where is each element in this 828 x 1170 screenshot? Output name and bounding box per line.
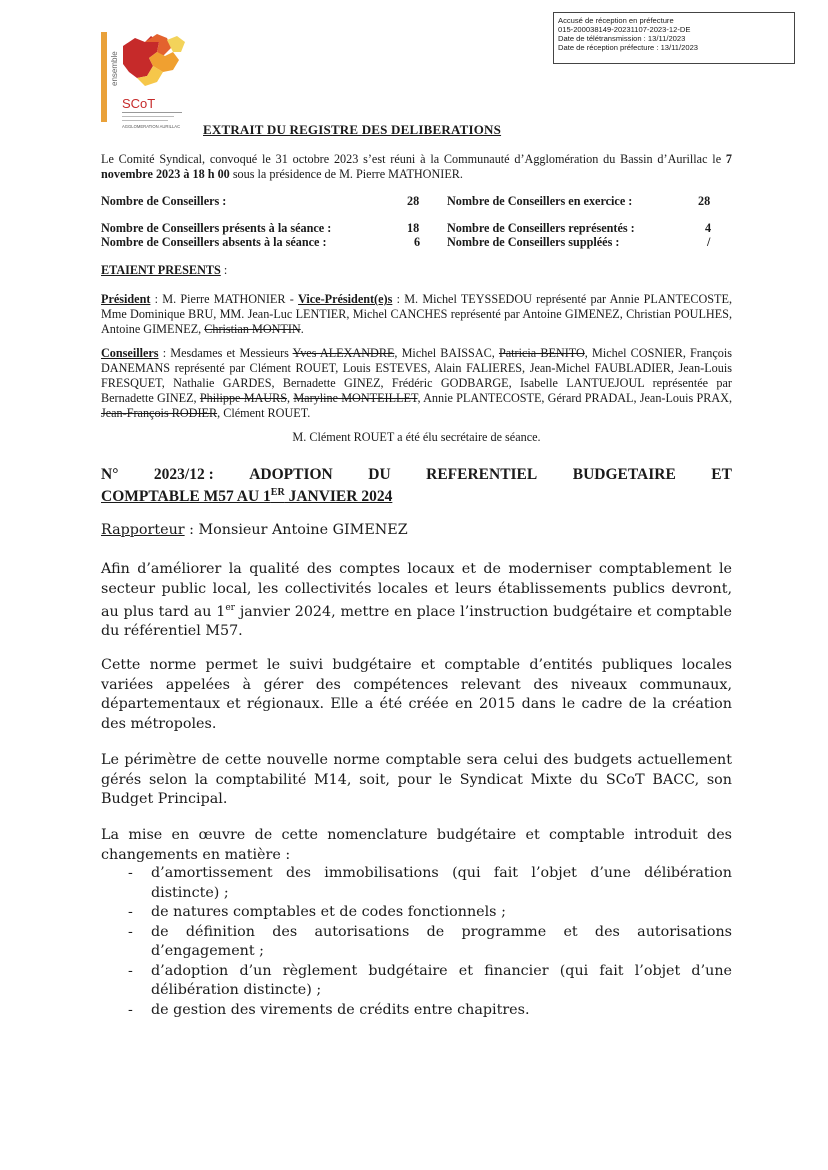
counts-row-3 [101, 235, 741, 250]
list-item: - d’adoption d’un règlement budgétaire et financier (qui fait l’objet d’une délibération distincte) ; [128, 962, 732, 998]
body-paragraph-2: Cette norme permet le suivi budgétaire et comptable d’entités publiques locales variées appelées à gérer des compétences relevant des niveaux communaux, départementaux et régionaux. Elle a été créée en 2015 dans le cadre de la création des métropoles. [101, 657, 732, 732]
list-item: - de définition des autorisations de programme et des autorisations d’engagement ; [128, 923, 732, 959]
count-value: 28 [698, 194, 711, 208]
rapporteur-line: Rapporteur : Monsieur Antoine GIMENEZ [101, 522, 408, 538]
intro-paragraph [101, 152, 732, 182]
count-label: Nombre de Conseillers suppléés : [447, 235, 620, 249]
count-label: Nombre de Conseillers en exercice : [447, 194, 633, 208]
count-value: 4 [705, 221, 712, 235]
count-value: 28 [407, 194, 420, 208]
bureau-paragraph: Président : M. Pierre MATHONIER - Vice-Président(e)s : M. Michel TEYSSEDOU représenté par Annie PLANTECOSTE, Mme Dominique BRU, MM. Jean-Luc LENTIER, Michel CANCHES représenté par Antoine GIMENEZ, Christian POULHES, Antoine GIMENEZ, Christian MONTIN. [101, 292, 732, 336]
body-paragraph-4: La mise en œuvre de cette nomenclature budgétaire et comptable introduit des changements en matière : [101, 827, 732, 863]
intro-text-a: Le Comité Syndical, convoqué le 31 octobre 2023 s’est réuni à la Communauté d’Agglomération du Bassin d’Aurillac le [101, 152, 726, 166]
count-value: 6 [414, 235, 421, 249]
stamp-line: Date de télétransmission : 13/11/2023 [558, 34, 686, 43]
count-label: Nombre de Conseillers présents à la séance : [101, 221, 332, 235]
secretary-line: M. Clément ROUET a été élu secrétaire de séance. [292, 430, 541, 444]
vice-president-label: Vice-Président(e)s [298, 292, 393, 306]
body-paragraph-1: Afin d’améliorer la qualité des comptes locaux et de moderniser comptablement le secteur public local, les collectivités locales et leurs établissements publics devront, au plus tard au 1er janvier 2024, mettre en place l’instruction budgétaire et comptable du référentiel M57. [101, 561, 732, 640]
counts-row-1 [101, 194, 741, 209]
stamp-line: Date de réception préfecture : 13/11/2023 [558, 43, 699, 52]
count-label: Nombre de Conseillers : [101, 194, 227, 208]
register-heading: EXTRAIT DU REGISTRE DES DELIBERATIONS [203, 122, 502, 137]
intro-text-b: sous la présidence de M. Pierre MATHONIER. [229, 167, 463, 181]
intro-date: 7 novembre 2023 à 18 h 00 [101, 152, 732, 181]
changes-list [101, 864, 732, 1020]
count-value: / [707, 235, 711, 249]
scot-logo [101, 32, 189, 134]
logo-subtitle: AGGLOMERATION AURILLAC [122, 124, 181, 129]
count-label: Nombre de Conseillers représentés : [447, 221, 635, 235]
deliberation-title: N° 2023/12 : ADOPTION DU REFERENTIEL BUDGETAIRE ET COMPTABLE M57 AU 1ER JANVIER 2024 [101, 466, 732, 506]
counts-row-2 [101, 221, 741, 236]
body-paragraph-3: Le périmètre de cette nouvelle norme comptable sera celui des budgets actuellement gérés selon la comptabilité M14, soit, pour le Syndicat Mixte du SCoT BACC, son Budget Principal. [101, 752, 732, 807]
logo-name: SCoT [122, 96, 156, 111]
count-value: 18 [407, 221, 420, 235]
conseillers-paragraph: Conseillers : Mesdames et Messieurs Yves ALEXANDRE, Michel BAISSAC, Patricia BENITO, Michel COSNIER, François DANEMANS représenté par Clément ROUET, Louis ESTEVES, Alain FALIERES, Jean-Michel FAUBLADIER, Jean-Louis FRESQUET, Nathalie GARDES, Bernadette GINEZ, Frédéric GODBARGE, Isabelle LANTUEJOUL représentée par Bernadette GINEZ, Philippe MAURS, Maryline MONTEILLET, Annie PLANTECOSTE, Gérard PRADAL, Jean-Louis PRAX, Jean-François RODIER, Clément ROUET. [101, 346, 733, 420]
president-label: Président [101, 292, 151, 306]
presents-heading: ETAIENT PRESENTS : [101, 263, 228, 277]
logo-vertical-text: ensemble [110, 51, 119, 86]
conseillers-label: Conseillers [101, 346, 159, 360]
count-label: Nombre de Conseillers absents à la séance : [101, 235, 327, 249]
list-item: - de gestion des virements de crédits entre chapitres. [128, 1001, 530, 1018]
rapporteur-label: Rapporteur [101, 522, 185, 538]
list-item: - d’amortissement des immobilisations (qui fait l’objet d’une délibération distincte) ; [128, 865, 732, 901]
stamp-line: Accusé de réception en préfecture [558, 16, 674, 25]
prefecture-stamp [553, 12, 795, 64]
list-item: - de natures comptables et de codes fonctionnels ; [128, 904, 506, 920]
stamp-line: 015-200038149-20231107-2023-12-DE [558, 25, 691, 34]
